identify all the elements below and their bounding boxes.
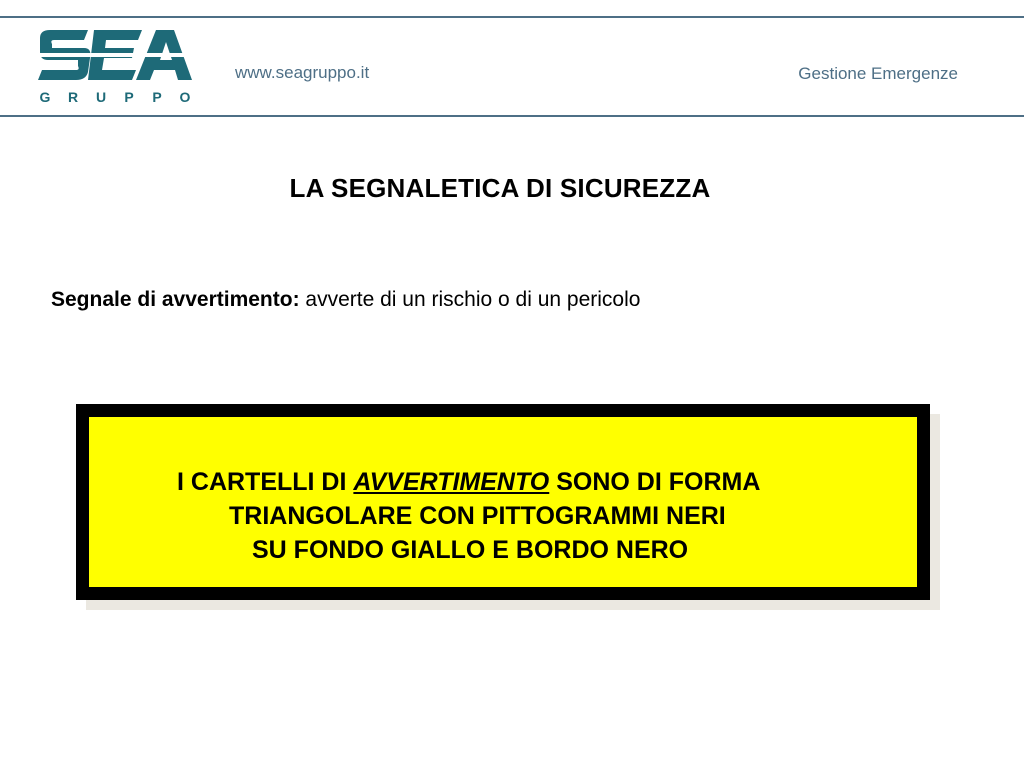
notice-line-2: TRIANGOLARE CON PITTOGRAMMI NERI — [229, 502, 726, 530]
sea-wordmark-graphic — [38, 28, 192, 84]
logo-letter: R — [67, 89, 79, 105]
logo-letter: G — [39, 89, 51, 105]
notice-line-3: SU FONDO GIALLO E BORDO NERO — [252, 536, 689, 564]
definition-paragraph — [51, 288, 640, 312]
notice-line-1 — [89, 465, 917, 499]
notice-line-1-end: SONO DI FORMA — [549, 468, 761, 496]
notice-line-1-start: I CARTELLI DI — [177, 468, 354, 496]
header-top-rule — [0, 16, 1024, 18]
logo-letter: P — [152, 89, 162, 105]
header-bottom-rule — [0, 115, 1024, 117]
notice-box — [76, 404, 930, 600]
notice-emphasis: AVVERTIMENTO — [353, 468, 550, 496]
logo-letter: U — [95, 89, 107, 105]
website-link[interactable]: www.seagruppo.it — [235, 63, 370, 82]
logo-letter: O — [179, 89, 191, 105]
logo-letter: P — [124, 89, 134, 105]
logo-subtitle — [38, 89, 192, 105]
definition-text: avverte di un rischio o di un pericolo — [299, 288, 641, 311]
sea-gruppo-logo — [38, 28, 192, 108]
notice-text — [89, 465, 917, 567]
slide-title: LA SEGNALETICA DI SICUREZZA — [289, 173, 711, 203]
section-label: Gestione Emergenze — [798, 64, 958, 83]
definition-term: Segnale di avvertimento: — [51, 288, 300, 311]
